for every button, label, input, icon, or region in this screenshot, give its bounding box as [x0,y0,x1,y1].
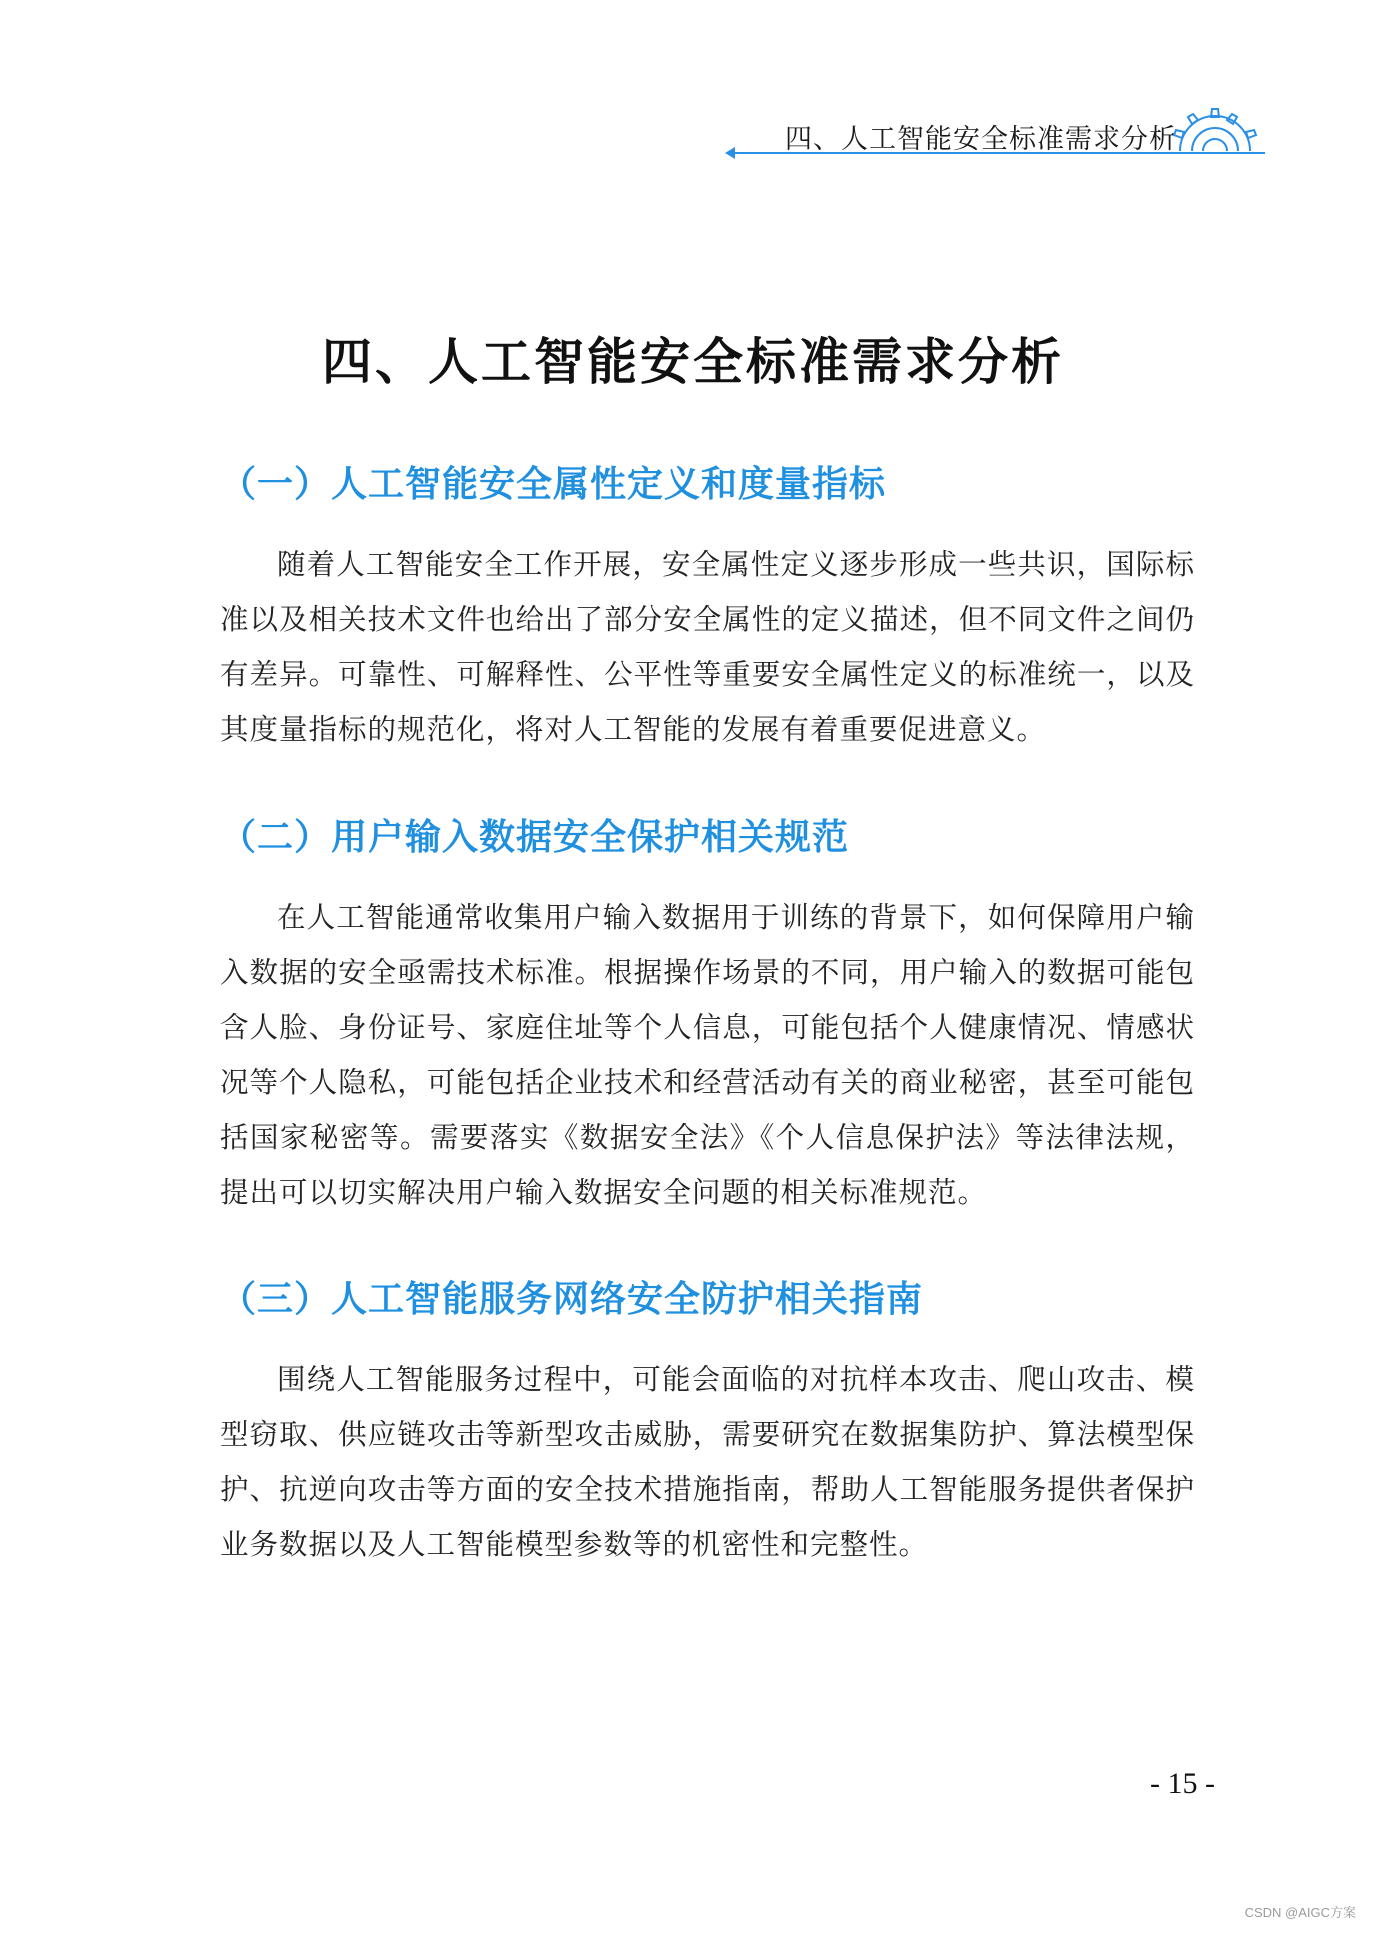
page-number: - 15 - [1150,1767,1215,1800]
section-2 [220,808,1195,1249]
running-header-title: 四、人工智能安全标准需求分析 [785,124,1177,155]
section-3 [220,1270,1195,1601]
section-body: 围绕人工智能服务过程中，可能会面临的对抗样本攻击、爬山攻击、模型窃取、供应链攻击等新型攻击威胁，需要研究在数据集防护、算法模型保护、抗逆向攻击等方面的安全技术措施指南，帮助人工智能服务提供者保护业务数据以及人工智能模型参数等的机密性和完整性。 [220,1363,1195,1561]
page-title: 四、人工智能安全标准需求分析 [322,332,1064,391]
gear-icon [1170,105,1260,155]
section-heading: （一）人工智能安全属性定义和度量指标 [220,464,887,505]
section-1 [220,455,1195,786]
section-heading: （二）用户输入数据安全保护相关规范 [220,817,850,858]
watermark: CSDN @AIGC方案 [1244,1905,1356,1920]
running-header [725,95,1270,165]
section-body: 在人工智能通常收集用户输入数据用于训练的背景下，如何保障用户输入数据的安全亟需技术标准。根据操作场景的不同，用户输入的数据可能包含人脸、身份证号、家庭住址等个人信息，可能包括个人健康情况、情感状况等个人隐私，可能包括企业技术和经营活动有关的商业秘密，甚至可能包括国家秘密等。需要落实《数据安全法》《个人信息保护法》等法律法规，提出可以切实解决用户输入数据安全问题的相关标准规范。 [220,901,1195,1209]
section-body: 随着人工智能安全工作开展，安全属性定义逐步形成一些共识，国际标准以及相关技术文件也给出了部分安全属性的定义描述，但不同文件之间仍有差异。可靠性、可解释性、公平性等重要安全属性定义的标准统一，以及其度量指标的规范化，将对人工智能的发展有着重要促进意义。 [220,548,1195,746]
section-heading: （三）人工智能服务网络安全防护相关指南 [220,1279,924,1320]
